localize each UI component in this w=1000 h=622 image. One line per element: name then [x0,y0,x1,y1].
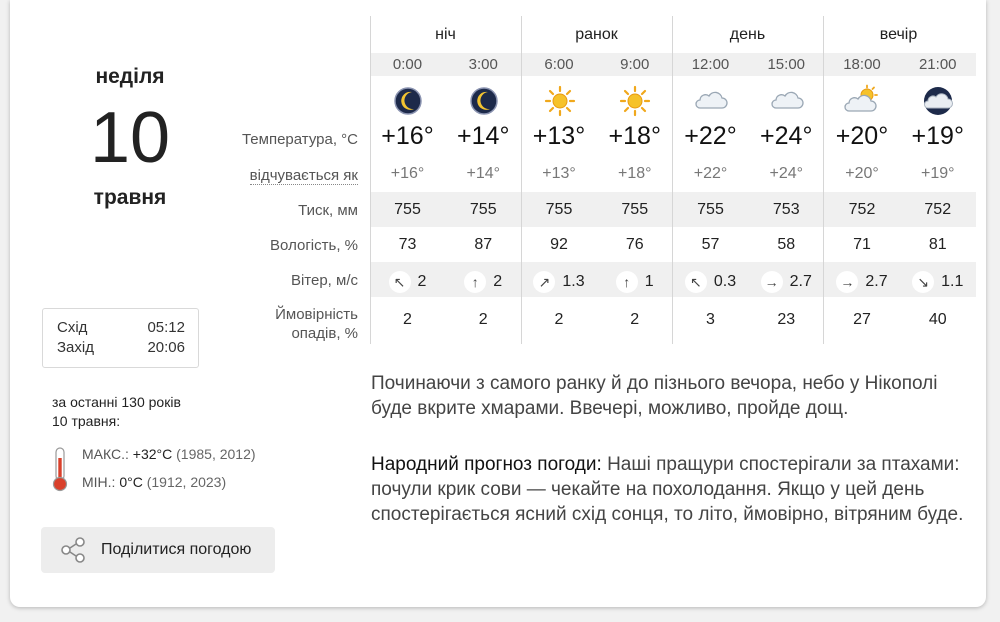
forecast-pressure: 752 [848,201,876,218]
sunset-row [57,339,185,356]
sunset-label: Захід [57,339,94,356]
partly-cloudy-icon [843,84,883,118]
cloudy-icon [691,84,731,118]
forecast-precipitation: 2 [554,311,564,328]
sunrise-row [57,319,185,336]
label-temperature: Температура, °C [241,131,358,148]
sun-icon [615,84,655,118]
folk-forecast-text: Наші пращури спостерігали за птахами: почули крик сови — чекайте на похолодання. Якщо у цей день спостерігається ясний схід сонця, то літо, ймовірно, вітряним буде. [371,454,964,525]
forecast-wind [900,271,975,293]
forecast-pressure: 752 [924,201,952,218]
forecast-humidity: 73 [398,236,417,253]
forecast-pressure: 755 [621,201,649,218]
forecast-description: Починаючи з самого ранку й до пізнього вечора, небо у Нікополі буде вкрите хмарами. Ввечері, можливо, пройде дощ. [371,373,938,419]
forecast-feels-like: +20° [845,165,879,182]
forecast-time: 21:00 [918,56,957,73]
forecast-feels-like: +13° [542,165,576,182]
wind-direction-icon: ↘ [912,271,934,293]
wind-direction-icon: → [761,271,783,293]
forecast-wind [522,271,597,293]
history-title-line2: 10 травня: [52,413,121,429]
forecast-column [825,0,900,345]
label-precip-line1: Ймовірність [275,306,358,323]
forecast-wind [749,271,824,293]
sunrise-label: Схід [57,319,88,336]
forecast-temperature: +16° [381,122,434,150]
forecast-humidity: 76 [625,236,644,253]
share-weather-button[interactable] [41,527,275,573]
forecast-time: 15:00 [767,56,806,73]
label-wind: Вітер, м/с [290,272,358,289]
forecast-precipitation: 2 [478,311,488,328]
sunset-time: 20:06 [147,339,185,356]
history-min-value: 0°C [119,474,143,490]
forecast-temperature: +19° [911,122,964,150]
wind-direction-icon: ↖ [389,271,411,293]
period-day: день [729,26,766,43]
wind-speed: 1.1 [941,273,964,290]
cloudy-icon [767,84,807,118]
wind-direction-icon: → [836,271,858,293]
history-min-label: МІН.: [82,474,116,490]
forecast-column [522,0,597,345]
forecast-pressure: 755 [697,201,724,218]
history-max-label: МАКС.: [82,446,129,462]
clear-night-icon [388,84,428,118]
clear-night-icon [464,84,504,118]
forecast-wind [825,271,900,293]
forecast-feels-like: +19° [920,165,955,182]
thermometer-icon [50,446,70,492]
forecast-precipitation: 27 [853,311,871,328]
forecast-temperature: +24° [760,122,813,150]
forecast-time: 3:00 [468,56,498,73]
forecast-humidity: 92 [550,236,568,253]
forecast-feels-like: +14° [466,165,501,182]
forecast-temperature: +18° [608,122,661,150]
cloudy-night-icon [918,84,958,118]
sunrise-time: 05:12 [147,319,185,336]
forecast-column [597,0,672,345]
forecast-pressure: 755 [394,201,421,218]
wind-speed: 2.7 [789,273,812,290]
period-morning: ранок [575,26,618,43]
forecast-temperature: +14° [457,122,510,150]
forecast-pressure: 753 [772,201,800,218]
weather-card [10,0,986,607]
forecast-pressure: 755 [545,201,573,218]
wind-direction-icon: ↗ [533,271,555,293]
forecast-column [749,0,824,345]
forecast-column [370,0,445,345]
forecast-time: 12:00 [691,56,730,73]
history-max-years: (1985, 2012) [176,446,256,462]
forecast-precipitation: 3 [706,311,715,328]
folk-forecast [371,452,976,527]
forecast-precipitation: 2 [630,311,640,328]
history-min-years: (1912, 2023) [146,474,227,490]
forecast-wind [446,271,521,293]
sun-times-box [42,308,199,368]
wind-speed: 2 [493,273,503,290]
history-max-value: +32°C [132,446,173,462]
weekday: неділя [95,65,165,88]
share-button-label: Поділитися погодою [101,541,252,558]
card-tab-notch [158,0,306,18]
forecast-humidity: 71 [853,236,871,253]
forecast-time: 0:00 [392,56,423,73]
wind-speed: 1 [644,273,654,290]
label-humidity: Вологість, % [270,237,358,254]
wind-direction-icon: ↖ [685,271,707,293]
wind-speed: 2.7 [865,273,888,290]
share-icon [59,536,87,564]
forecast-temperature: +13° [532,122,586,150]
forecast-column [900,0,975,345]
forecast-humidity: 57 [701,236,720,253]
month: травня [93,186,167,209]
label-pressure: Тиск, мм [298,202,358,219]
history-title-line1: за останні 130 років [52,394,181,410]
history-max [82,446,256,462]
day-number: 10 [89,98,171,178]
forecast-humidity: 58 [777,236,796,253]
wind-speed: 1.3 [562,273,585,290]
wind-speed: 2 [417,273,427,290]
period-evening: вечір [879,26,918,43]
forecast-wind [597,271,672,293]
label-feels-like[interactable]: відчувається як [249,167,358,184]
forecast-column [446,0,521,345]
forecast-grid [370,0,976,345]
forecast-pressure: 755 [469,201,497,218]
wind-direction-icon: ↑ [464,271,486,293]
label-precip-line2: опадів, % [291,325,358,342]
forecast-precipitation: 23 [777,311,796,328]
wind-speed: 0.3 [713,273,737,290]
sun-icon [540,84,580,118]
period-night: ніч [435,26,456,43]
forecast-temperature: +20° [835,122,889,150]
forecast-precipitation: 2 [403,311,412,328]
forecast-time: 6:00 [544,56,574,73]
forecast-wind [370,271,445,293]
forecast-time: 18:00 [843,56,881,73]
forecast-temperature: +22° [684,122,737,150]
wind-direction-icon: ↑ [616,271,638,293]
forecast-wind [673,271,748,293]
forecast-feels-like: +18° [617,165,652,182]
history-min [82,474,226,490]
forecast-time: 9:00 [620,56,650,73]
history-title [52,393,242,431]
folk-forecast-label: Народний прогноз погоди: [371,454,602,475]
forecast-humidity: 87 [474,236,493,253]
forecast-feels-like: +24° [769,165,804,182]
forecast-humidity: 81 [928,236,947,253]
forecast-feels-like: +22° [693,165,728,182]
forecast-feels-like: +16° [390,165,425,182]
forecast-column [673,0,748,345]
forecast-precipitation: 40 [928,311,947,328]
